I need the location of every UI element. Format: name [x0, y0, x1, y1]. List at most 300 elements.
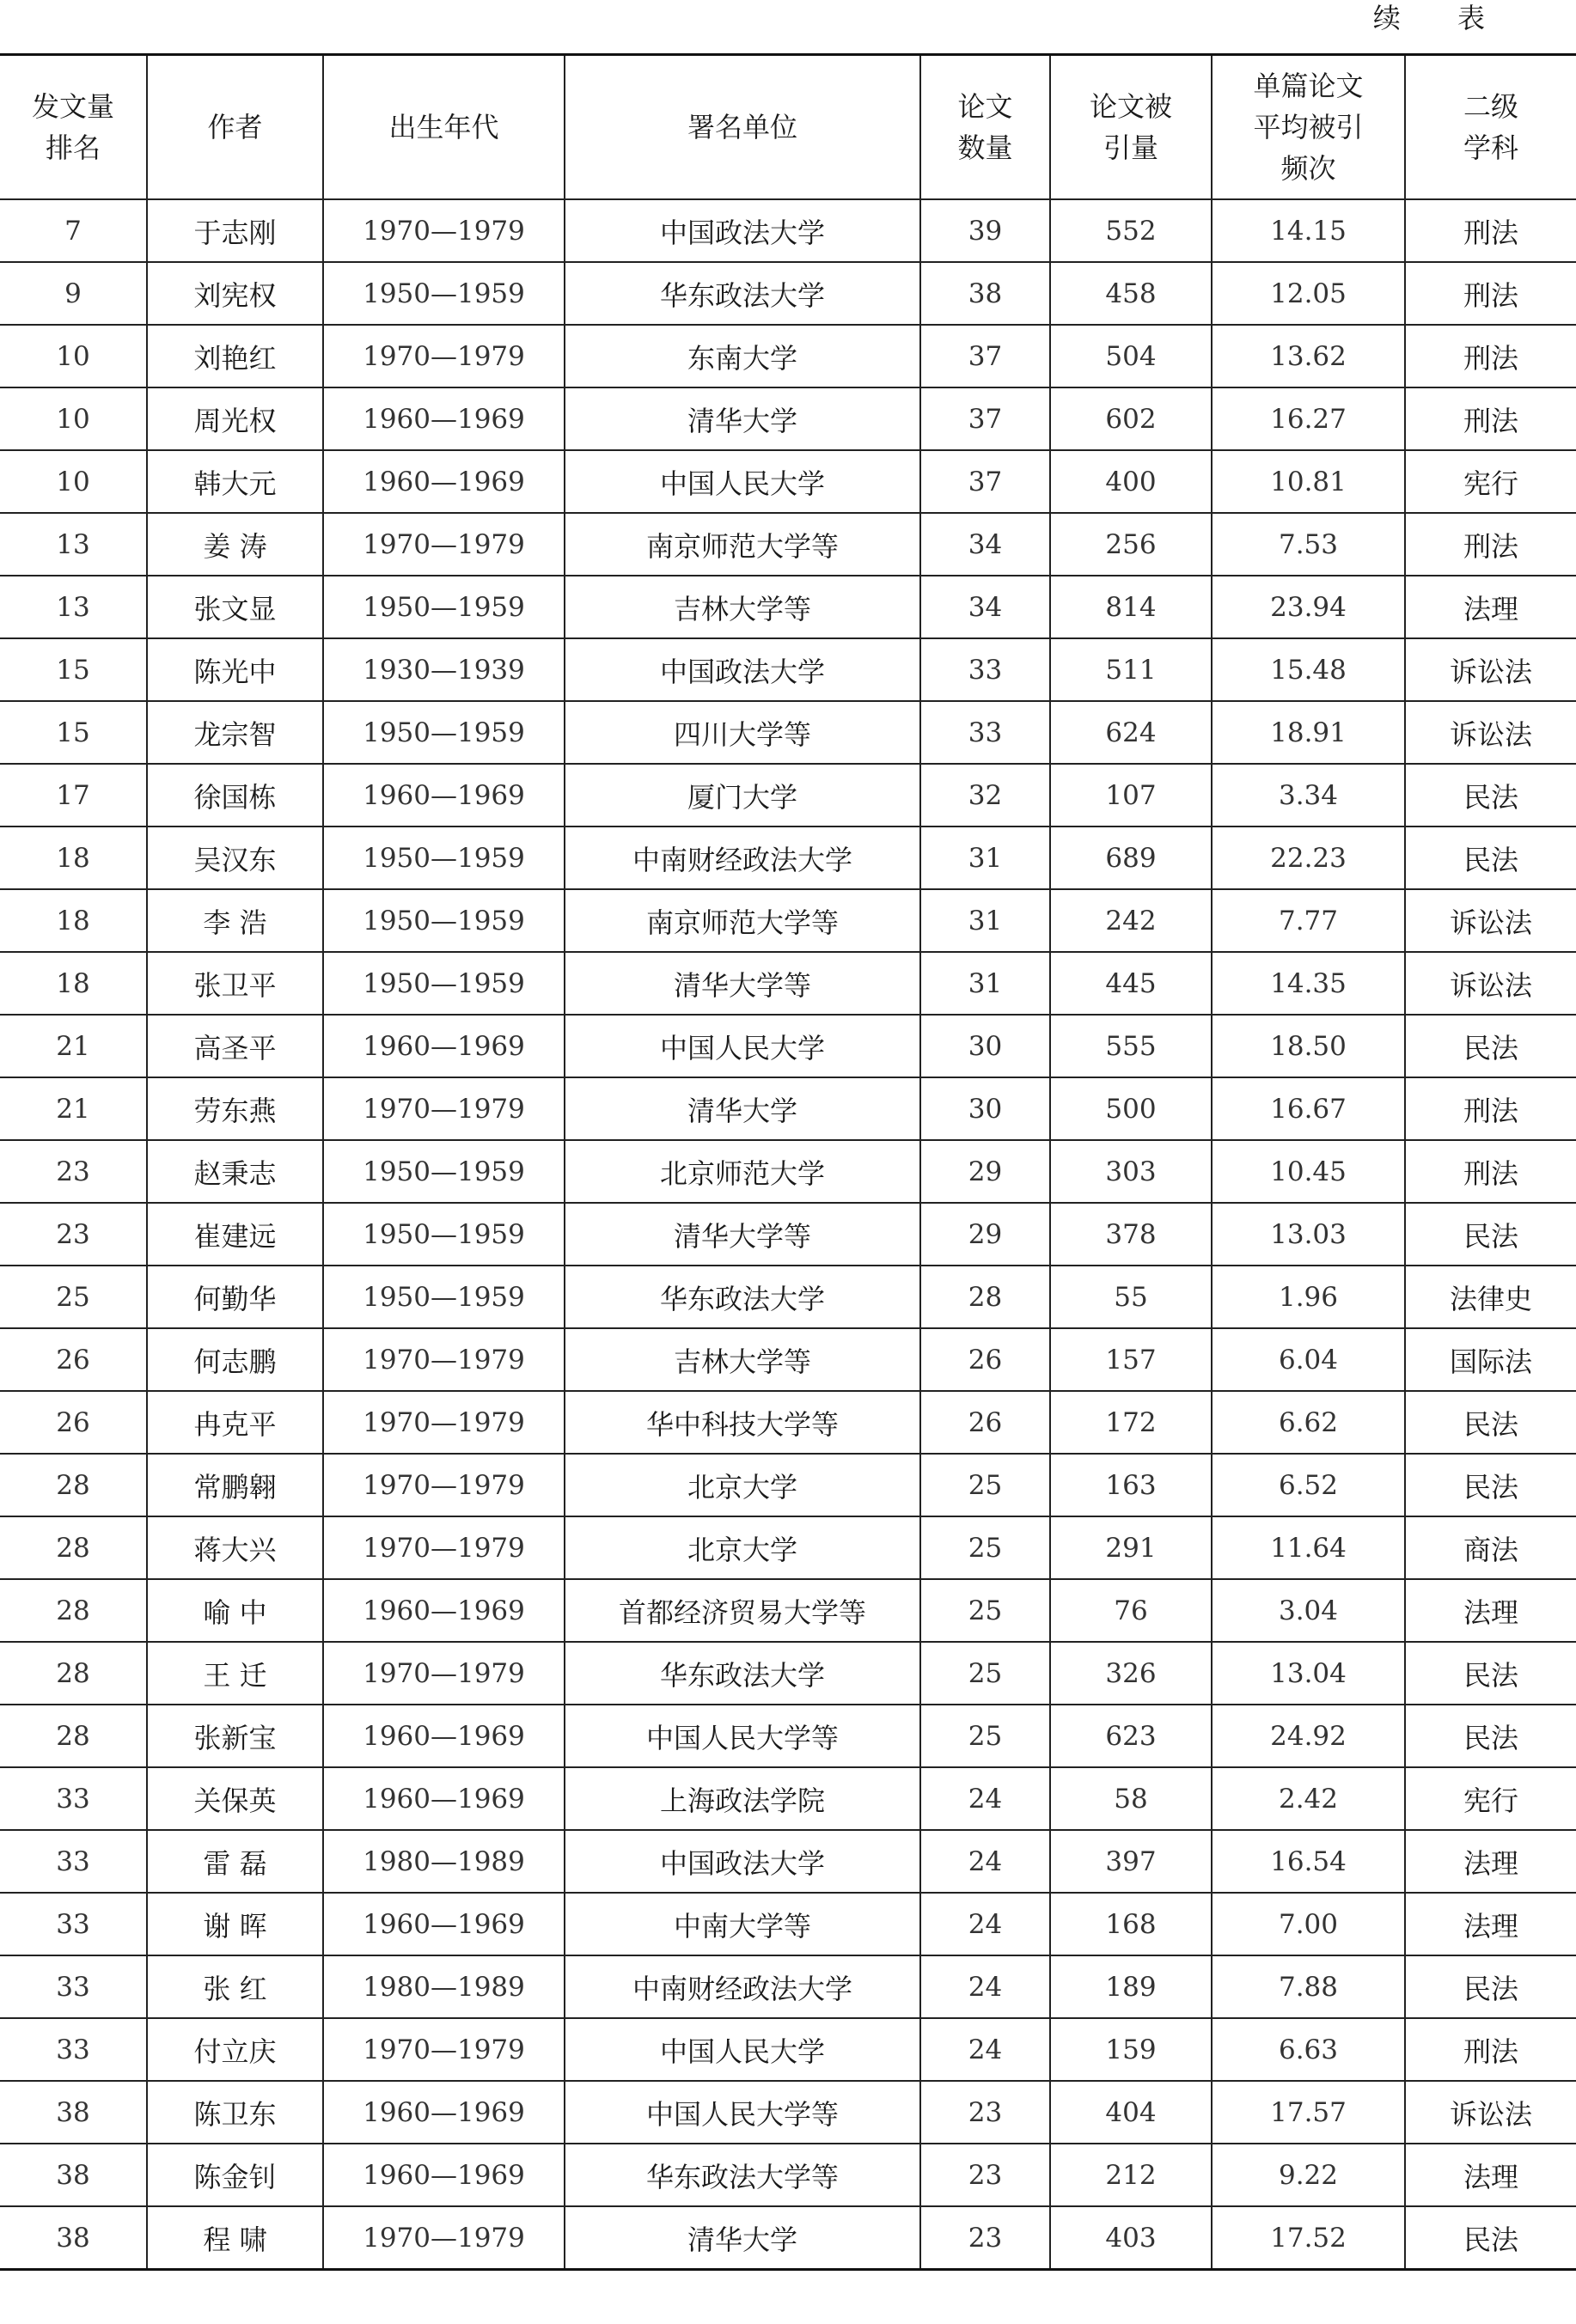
cell-birth-decade: 1970—1979 [323, 1516, 565, 1579]
cell-citations: 172 [1050, 1391, 1212, 1454]
cell-avg-citations: 22.23 [1212, 827, 1405, 889]
table-row [0, 638, 1576, 701]
cell-avg-citations: 17.57 [1212, 2081, 1405, 2144]
table-row [0, 1767, 1576, 1830]
table-row [0, 1642, 1576, 1705]
cell-author: 高圣平 [147, 1015, 323, 1077]
cell-avg-citations: 13.03 [1212, 1203, 1405, 1266]
cell-birth-decade: 1970—1979 [323, 1642, 565, 1705]
cell-author: 周光权 [147, 387, 323, 450]
cell-author: 韩大元 [147, 450, 323, 513]
cell-affiliation: 中南大学等 [565, 1893, 920, 1955]
cell-affiliation: 中国政法大学 [565, 1830, 920, 1893]
cell-author: 李 浩 [147, 889, 323, 952]
cell-paper-count: 32 [920, 764, 1050, 827]
cell-subfield: 诉讼法 [1405, 952, 1576, 1015]
header-citations: 论文被引量 [1050, 55, 1212, 200]
cell-birth-decade: 1960—1969 [323, 764, 565, 827]
cell-avg-citations: 16.54 [1212, 1830, 1405, 1893]
cell-subfield: 国际法 [1405, 1328, 1576, 1391]
table-row [0, 1955, 1576, 2018]
cell-author: 于志刚 [147, 199, 323, 262]
cell-citations: 76 [1050, 1579, 1212, 1642]
cell-paper-count: 24 [920, 1767, 1050, 1830]
cell-avg-citations: 9.22 [1212, 2144, 1405, 2206]
cell-subfield: 民法 [1405, 1391, 1576, 1454]
cell-rank: 18 [0, 952, 147, 1015]
cell-subfield: 民法 [1405, 2206, 1576, 2270]
cell-birth-decade: 1970—1979 [323, 2018, 565, 2081]
cell-subfield: 宪行 [1405, 450, 1576, 513]
table-row [0, 325, 1576, 387]
cell-birth-decade: 1970—1979 [323, 1454, 565, 1516]
table-row [0, 2206, 1576, 2270]
cell-affiliation: 中国人民大学等 [565, 1705, 920, 1767]
cell-paper-count: 30 [920, 1077, 1050, 1140]
cell-rank: 17 [0, 764, 147, 827]
cell-author: 王 迁 [147, 1642, 323, 1705]
cell-avg-citations: 6.04 [1212, 1328, 1405, 1391]
cell-citations: 511 [1050, 638, 1212, 701]
cell-affiliation: 上海政法学院 [565, 1767, 920, 1830]
cell-citations: 189 [1050, 1955, 1212, 2018]
table-row [0, 889, 1576, 952]
cell-avg-citations: 16.67 [1212, 1077, 1405, 1140]
cell-citations: 689 [1050, 827, 1212, 889]
cell-citations: 403 [1050, 2206, 1212, 2270]
cell-birth-decade: 1970—1979 [323, 1077, 565, 1140]
cell-author: 崔建远 [147, 1203, 323, 1266]
cell-affiliation: 华东政法大学等 [565, 2144, 920, 2206]
cell-birth-decade: 1960—1969 [323, 387, 565, 450]
table-body [0, 199, 1576, 2270]
cell-subfield: 民法 [1405, 1454, 1576, 1516]
cell-avg-citations: 15.48 [1212, 638, 1405, 701]
cell-author: 蒋大兴 [147, 1516, 323, 1579]
cell-author: 关保英 [147, 1767, 323, 1830]
cell-subfield: 民法 [1405, 1015, 1576, 1077]
cell-subfield: 诉讼法 [1405, 889, 1576, 952]
cell-avg-citations: 13.04 [1212, 1642, 1405, 1705]
cell-rank: 10 [0, 325, 147, 387]
cell-affiliation: 四川大学等 [565, 701, 920, 764]
cell-citations: 256 [1050, 513, 1212, 576]
cell-birth-decade: 1980—1989 [323, 1955, 565, 2018]
cell-rank: 23 [0, 1140, 147, 1203]
cell-paper-count: 33 [920, 701, 1050, 764]
cell-affiliation: 清华大学 [565, 1077, 920, 1140]
cell-subfield: 民法 [1405, 1705, 1576, 1767]
cell-avg-citations: 14.35 [1212, 952, 1405, 1015]
cell-affiliation: 清华大学等 [565, 952, 920, 1015]
cell-citations: 107 [1050, 764, 1212, 827]
cell-affiliation: 清华大学等 [565, 1203, 920, 1266]
cell-affiliation: 吉林大学等 [565, 576, 920, 638]
cell-subfield: 民法 [1405, 1203, 1576, 1266]
cell-citations: 400 [1050, 450, 1212, 513]
cell-subfield: 法律史 [1405, 1266, 1576, 1328]
cell-affiliation: 中南财经政法大学 [565, 827, 920, 889]
table-row [0, 1705, 1576, 1767]
table-row [0, 576, 1576, 638]
cell-subfield: 法理 [1405, 1893, 1576, 1955]
cell-affiliation: 中国人民大学 [565, 1015, 920, 1077]
cell-rank: 23 [0, 1203, 147, 1266]
cell-author: 徐国栋 [147, 764, 323, 827]
cell-author: 龙宗智 [147, 701, 323, 764]
cell-affiliation: 中国人民大学等 [565, 2081, 920, 2144]
cell-birth-decade: 1960—1969 [323, 2144, 565, 2206]
cell-author: 赵秉志 [147, 1140, 323, 1203]
cell-subfield: 法理 [1405, 576, 1576, 638]
cell-affiliation: 华中科技大学等 [565, 1391, 920, 1454]
table-row [0, 1266, 1576, 1328]
cell-subfield: 民法 [1405, 1955, 1576, 2018]
cell-author: 张新宝 [147, 1705, 323, 1767]
cell-subfield: 民法 [1405, 827, 1576, 889]
cell-affiliation: 华东政法大学 [565, 1642, 920, 1705]
cell-citations: 157 [1050, 1328, 1212, 1391]
cell-author: 张文显 [147, 576, 323, 638]
cell-citations: 242 [1050, 889, 1212, 952]
table-row [0, 2144, 1576, 2206]
cell-paper-count: 25 [920, 1516, 1050, 1579]
cell-avg-citations: 10.45 [1212, 1140, 1405, 1203]
cell-birth-decade: 1950—1959 [323, 1266, 565, 1328]
cell-avg-citations: 23.94 [1212, 576, 1405, 638]
cell-subfield: 法理 [1405, 1579, 1576, 1642]
cell-avg-citations: 18.50 [1212, 1015, 1405, 1077]
cell-avg-citations: 6.52 [1212, 1454, 1405, 1516]
cell-subfield: 刑法 [1405, 199, 1576, 262]
cell-rank: 9 [0, 262, 147, 325]
table-row [0, 199, 1576, 262]
table-row [0, 2018, 1576, 2081]
cell-birth-decade: 1960—1969 [323, 1705, 565, 1767]
cell-rank: 28 [0, 1642, 147, 1705]
cell-avg-citations: 18.91 [1212, 701, 1405, 764]
table-row [0, 1203, 1576, 1266]
cell-citations: 159 [1050, 2018, 1212, 2081]
cell-affiliation: 首都经济贸易大学等 [565, 1579, 920, 1642]
cell-affiliation: 北京师范大学 [565, 1140, 920, 1203]
cell-subfield: 诉讼法 [1405, 638, 1576, 701]
table-row [0, 1830, 1576, 1893]
cell-affiliation: 华东政法大学 [565, 262, 920, 325]
cell-rank: 28 [0, 1705, 147, 1767]
cell-affiliation: 清华大学 [565, 2206, 920, 2270]
cell-avg-citations: 16.27 [1212, 387, 1405, 450]
cell-rank: 7 [0, 199, 147, 262]
cell-rank: 33 [0, 1767, 147, 1830]
cell-author: 刘艳红 [147, 325, 323, 387]
cell-subfield: 诉讼法 [1405, 701, 1576, 764]
cell-rank: 38 [0, 2206, 147, 2270]
cell-paper-count: 24 [920, 1955, 1050, 2018]
table-row [0, 764, 1576, 827]
cell-subfield: 刑法 [1405, 513, 1576, 576]
table-row [0, 1893, 1576, 1955]
cell-citations: 168 [1050, 1893, 1212, 1955]
cell-birth-decade: 1970—1979 [323, 325, 565, 387]
cell-birth-decade: 1950—1959 [323, 576, 565, 638]
cell-paper-count: 38 [920, 262, 1050, 325]
cell-citations: 326 [1050, 1642, 1212, 1705]
cell-paper-count: 25 [920, 1454, 1050, 1516]
cell-rank: 28 [0, 1516, 147, 1579]
cell-affiliation: 中国人民大学 [565, 450, 920, 513]
cell-subfield: 刑法 [1405, 1140, 1576, 1203]
cell-citations: 814 [1050, 576, 1212, 638]
cell-author: 程 啸 [147, 2206, 323, 2270]
cell-citations: 445 [1050, 952, 1212, 1015]
cell-birth-decade: 1960—1969 [323, 2081, 565, 2144]
cell-citations: 58 [1050, 1767, 1212, 1830]
cell-birth-decade: 1950—1959 [323, 1203, 565, 1266]
cell-avg-citations: 24.92 [1212, 1705, 1405, 1767]
cell-citations: 602 [1050, 387, 1212, 450]
cell-paper-count: 25 [920, 1705, 1050, 1767]
cell-affiliation: 中国政法大学 [565, 638, 920, 701]
cell-author: 冉克平 [147, 1391, 323, 1454]
cell-subfield: 商法 [1405, 1516, 1576, 1579]
cell-author: 陈卫东 [147, 2081, 323, 2144]
cell-rank: 28 [0, 1454, 147, 1516]
cell-paper-count: 29 [920, 1203, 1050, 1266]
cell-subfield: 民法 [1405, 1642, 1576, 1705]
cell-avg-citations: 6.62 [1212, 1391, 1405, 1454]
cell-birth-decade: 1950—1959 [323, 1140, 565, 1203]
cell-avg-citations: 13.62 [1212, 325, 1405, 387]
cell-rank: 15 [0, 638, 147, 701]
header-row [0, 55, 1576, 200]
cell-affiliation: 中南财经政法大学 [565, 1955, 920, 2018]
cell-rank: 10 [0, 450, 147, 513]
cell-rank: 13 [0, 513, 147, 576]
cell-subfield: 刑法 [1405, 262, 1576, 325]
cell-avg-citations: 2.42 [1212, 1767, 1405, 1830]
cell-author: 吴汉东 [147, 827, 323, 889]
cell-birth-decade: 1960—1969 [323, 1893, 565, 1955]
cell-citations: 552 [1050, 199, 1212, 262]
cell-paper-count: 30 [920, 1015, 1050, 1077]
cell-birth-decade: 1950—1959 [323, 701, 565, 764]
cell-citations: 291 [1050, 1516, 1212, 1579]
cell-affiliation: 厦门大学 [565, 764, 920, 827]
cell-birth-decade: 1930—1939 [323, 638, 565, 701]
header-affiliation: 署名单位 [565, 55, 920, 200]
cell-affiliation: 吉林大学等 [565, 1328, 920, 1391]
cell-avg-citations: 7.00 [1212, 1893, 1405, 1955]
cell-paper-count: 34 [920, 576, 1050, 638]
cell-author: 陈金钊 [147, 2144, 323, 2206]
table-row [0, 1328, 1576, 1391]
header-subfield: 二级学科 [1405, 55, 1576, 200]
table-row [0, 827, 1576, 889]
cell-author: 张 红 [147, 1955, 323, 2018]
cell-affiliation: 南京师范大学等 [565, 889, 920, 952]
cell-subfield: 民法 [1405, 764, 1576, 827]
cell-birth-decade: 1950—1959 [323, 952, 565, 1015]
table-row [0, 2081, 1576, 2144]
cell-author: 喻 中 [147, 1579, 323, 1642]
cell-rank: 18 [0, 827, 147, 889]
cell-rank: 25 [0, 1266, 147, 1328]
header-paper-count: 论文数量 [920, 55, 1050, 200]
table-row [0, 387, 1576, 450]
table-row [0, 450, 1576, 513]
table-row [0, 1015, 1576, 1077]
header-birth-decade: 出生年代 [323, 55, 565, 200]
cell-author: 谢 晖 [147, 1893, 323, 1955]
cell-affiliation: 北京大学 [565, 1516, 920, 1579]
cell-affiliation: 华东政法大学 [565, 1266, 920, 1328]
cell-rank: 33 [0, 2018, 147, 2081]
cell-avg-citations: 6.63 [1212, 2018, 1405, 2081]
table-row [0, 1077, 1576, 1140]
cell-avg-citations: 10.81 [1212, 450, 1405, 513]
cell-paper-count: 26 [920, 1328, 1050, 1391]
cell-author: 何勤华 [147, 1266, 323, 1328]
cell-birth-decade: 1960—1969 [323, 450, 565, 513]
cell-citations: 623 [1050, 1705, 1212, 1767]
cell-avg-citations: 11.64 [1212, 1516, 1405, 1579]
cell-citations: 404 [1050, 2081, 1212, 2144]
cell-birth-decade: 1980—1989 [323, 1830, 565, 1893]
cell-rank: 33 [0, 1893, 147, 1955]
cell-rank: 21 [0, 1015, 147, 1077]
cell-rank: 28 [0, 1579, 147, 1642]
cell-paper-count: 28 [920, 1266, 1050, 1328]
cell-rank: 21 [0, 1077, 147, 1140]
cell-paper-count: 23 [920, 2206, 1050, 2270]
cell-rank: 10 [0, 387, 147, 450]
cell-author: 何志鹏 [147, 1328, 323, 1391]
cell-paper-count: 31 [920, 827, 1050, 889]
cell-rank: 26 [0, 1328, 147, 1391]
table-row [0, 1516, 1576, 1579]
cell-birth-decade: 1970—1979 [323, 513, 565, 576]
cell-paper-count: 34 [920, 513, 1050, 576]
continued-label: 续 表 [1372, 2, 1509, 34]
header-avg-citations: 单篇论文平均被引频次 [1212, 55, 1405, 200]
cell-rank: 33 [0, 1955, 147, 2018]
cell-avg-citations: 3.04 [1212, 1579, 1405, 1642]
cell-citations: 624 [1050, 701, 1212, 764]
cell-paper-count: 23 [920, 2144, 1050, 2206]
cell-citations: 500 [1050, 1077, 1212, 1140]
cell-affiliation: 东南大学 [565, 325, 920, 387]
cell-rank: 38 [0, 2144, 147, 2206]
cell-birth-decade: 1950—1959 [323, 262, 565, 325]
cell-author: 张卫平 [147, 952, 323, 1015]
header-rank: 发文量排名 [0, 55, 147, 200]
table-row [0, 1391, 1576, 1454]
cell-rank: 33 [0, 1830, 147, 1893]
cell-citations: 55 [1050, 1266, 1212, 1328]
cell-subfield: 宪行 [1405, 1767, 1576, 1830]
cell-subfield: 刑法 [1405, 1077, 1576, 1140]
cell-author: 雷 磊 [147, 1830, 323, 1893]
cell-subfield: 刑法 [1405, 325, 1576, 387]
table-row [0, 513, 1576, 576]
cell-author: 刘宪权 [147, 262, 323, 325]
cell-paper-count: 24 [920, 2018, 1050, 2081]
table-row [0, 952, 1576, 1015]
cell-citations: 212 [1050, 2144, 1212, 2206]
cell-subfield: 法理 [1405, 2144, 1576, 2206]
table-row [0, 1140, 1576, 1203]
cell-affiliation: 北京大学 [565, 1454, 920, 1516]
cell-paper-count: 26 [920, 1391, 1050, 1454]
cell-author: 付立庆 [147, 2018, 323, 2081]
cell-paper-count: 29 [920, 1140, 1050, 1203]
cell-avg-citations: 14.15 [1212, 199, 1405, 262]
cell-citations: 555 [1050, 1015, 1212, 1077]
cell-subfield: 刑法 [1405, 387, 1576, 450]
cell-affiliation: 清华大学 [565, 387, 920, 450]
table-row [0, 262, 1576, 325]
cell-subfield: 刑法 [1405, 2018, 1576, 2081]
cell-citations: 303 [1050, 1140, 1212, 1203]
cell-paper-count: 24 [920, 1830, 1050, 1893]
table-header [0, 55, 1576, 200]
cell-author: 姜 涛 [147, 513, 323, 576]
cell-avg-citations: 12.05 [1212, 262, 1405, 325]
cell-avg-citations: 3.34 [1212, 764, 1405, 827]
cell-paper-count: 37 [920, 325, 1050, 387]
table-row [0, 1454, 1576, 1516]
cell-birth-decade: 1950—1959 [323, 827, 565, 889]
cell-affiliation: 南京师范大学等 [565, 513, 920, 576]
cell-rank: 15 [0, 701, 147, 764]
table-row [0, 1579, 1576, 1642]
cell-avg-citations: 1.96 [1212, 1266, 1405, 1328]
cell-avg-citations: 7.53 [1212, 513, 1405, 576]
cell-paper-count: 23 [920, 2081, 1050, 2144]
cell-citations: 163 [1050, 1454, 1212, 1516]
cell-paper-count: 37 [920, 450, 1050, 513]
cell-paper-count: 39 [920, 199, 1050, 262]
cell-rank: 26 [0, 1391, 147, 1454]
cell-citations: 458 [1050, 262, 1212, 325]
cell-birth-decade: 1960—1969 [323, 1767, 565, 1830]
cell-rank: 38 [0, 2081, 147, 2144]
cell-birth-decade: 1950—1959 [323, 889, 565, 952]
cell-paper-count: 25 [920, 1642, 1050, 1705]
cell-citations: 378 [1050, 1203, 1212, 1266]
cell-birth-decade: 1970—1979 [323, 2206, 565, 2270]
cell-paper-count: 31 [920, 952, 1050, 1015]
cell-birth-decade: 1970—1979 [323, 1328, 565, 1391]
cell-birth-decade: 1960—1969 [323, 1579, 565, 1642]
author-ranking-table [0, 53, 1576, 2271]
cell-subfield: 法理 [1405, 1830, 1576, 1893]
cell-paper-count: 37 [920, 387, 1050, 450]
cell-birth-decade: 1970—1979 [323, 199, 565, 262]
cell-avg-citations: 17.52 [1212, 2206, 1405, 2270]
table-row [0, 701, 1576, 764]
cell-avg-citations: 7.77 [1212, 889, 1405, 952]
cell-paper-count: 25 [920, 1579, 1050, 1642]
cell-citations: 397 [1050, 1830, 1212, 1893]
cell-affiliation: 中国政法大学 [565, 199, 920, 262]
cell-birth-decade: 1970—1979 [323, 1391, 565, 1454]
cell-avg-citations: 7.88 [1212, 1955, 1405, 2018]
cell-affiliation: 中国人民大学 [565, 2018, 920, 2081]
header-author: 作者 [147, 55, 323, 200]
cell-citations: 504 [1050, 325, 1212, 387]
